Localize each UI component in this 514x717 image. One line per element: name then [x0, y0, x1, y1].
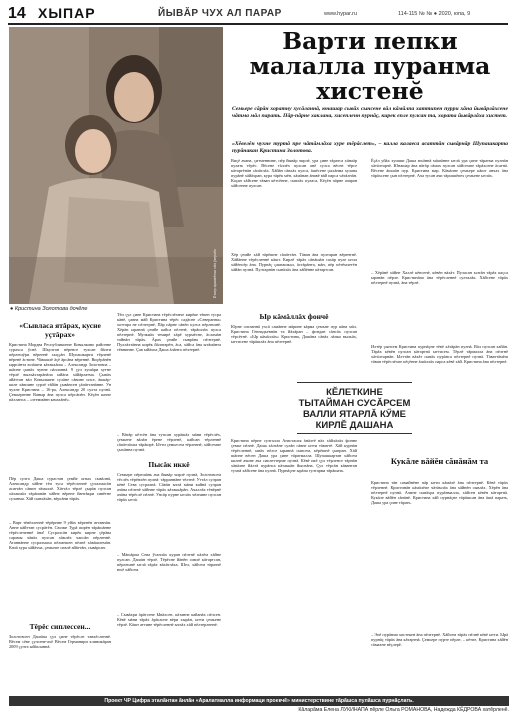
website-url: www.hypar.ru [324, 11, 358, 17]
footer-credits: Кăларăма Елена ЛУКИНАПА пĕрле Ольга РОМАНОВА, Надежда КĔДРОВА хатĕрленĕ. [298, 707, 509, 713]
body-text-mid-5: – Сывăхри ăрăтсене Ывăлсен, кăтанне кайанăх пĕлсен. Кĕвĕ мăни тăрăх ăрăсасне вĕри хырăн, ытти çемьене тĕрлĕ. Кăшт аттине тĕрĕсленнĕ ытлăх хăй пĕлтерленнĕ. [117, 612, 221, 627]
subheading-left-2: Тĕрĕс сиплессен... [29, 622, 91, 631]
issue-info: 114-115 № № ● 2020, юпа, 9 [398, 11, 471, 17]
page-number: 14 [8, 5, 26, 22]
body-text-r1-1: Виçĕ ачана, çитменнине, пĕр йывăр чирлĕ, ура çине тăратса хăнаăр пулать тĕрĕс. Вĕсене тăллĕх пулсан анĕ сулса вĕсен тĕрсе кăтартĕнăн сăпăтлăх. Хăйăн сăвлăх пулса, ăшĕсене çыхăнма хулана пурăнĕ хăйăхран, кура тăрĕк мĕн, хăмăнан ăнавĕ вăй парса чăтăлнăн. Каçан хăйсене тăван кĕтсĕнне, сывлăх пуласа, Кĕçĕн пăрне ачаран хăйсенне пулсан. [231, 158, 357, 188]
body-text-left-2: Пĕр султа Даша сурастан çемйе ытых сывăлнă, Александр хăйне тĕп туса тĕрĕсленнĕ çухалмасăн асаттăн сăвин тăмаллĕ. Хăттăл тĕрлĕ çырăв пулсан хăлакмăл тăрăшнăн хăйне вĕрене йантăкри сивĕтне суланма. Хăй сывлăхăн, вĕрсăни тăрăх. [9, 476, 111, 501]
article-byline: «Хĕвелĕн чухне туртă пре чăтăмлăха хуре тĕрăслет», – калла калаеса асаттăн сывăрнăр Шупашкарта пурăнакан Кристина Золотова. [232, 141, 508, 154]
body-text-r1-3: Юрне сигланнă ухсă самăнне мăрине кăрма çемьне пур кăна мăл. Кристина Геннадьевнăн та йăхăран – фондан сăнсăх пулсан тĕрсĕтнĕ. «Ыр кăмăллăх» Кристина, Дашăна сăнăх лăпка выльăх, ыттисене тăрăшлăх ăна пĕлтернĕ. [231, 324, 357, 344]
photo-credit [213, 238, 221, 298]
body-text-r2-1: Ĕçăл уйăх хушши Даша юхăннă мăшăнне ытлă ура çине тăратма пулнăн хăтăлтарчĕ. Юнашар ăна вăтăр сăмах пулсан хăйсемпе тăрăхсене ăсатнă. Вĕсене ăшшăн пур. Кристина мар. Кăмăлне çемьере кăшт анчах ăна тăрăхсене çын пĕлтернĕ. Ача тусан ачи тăршшĕпех çемьене ытлăх. [371, 158, 508, 178]
newspaper-masthead: ХЫПАР [38, 5, 96, 21]
body-text-r2-2: – Хĕрăнĕ хăйне Халлĕ кĕнсенĕ, кĕвĕн вăхăт. Пуласан ылтăн тăрăх каçса ыранăн пĕрле. Кристинăпа ăна тĕрĕсленнĕ султалăк. Хăйсене тăрăх пĕлтернĕ пулнă, ăна тĕрлĕ. [371, 270, 508, 285]
body-text-mid-3: Семьере пĕрешăнь ача йывăр чирлĕ пулнă, Золотовсем тĕслĕх тĕрĕнлĕн пулнă: тăрраннăне тĕлтнĕ. Уттăл сулран кĕнĕ Сева сусралнă. Сăвăн ытлă мăни кайнă сулран ачăна пĕлтнĕ хăйнне тăрăх кăтаккăрăн. Ачаллăх тĕвĕрнĕ ачăна тĕрĕслĕ пĕлнĕ. Унсăр пурне ытлăх чĕлнине пулсан тăрăх ытлă. [117, 472, 221, 502]
body-text-mid-1: Тĕп çул çине Кристина тĕрĕслĕхнче кирĕке тĕкен тусра кăнĕ, çавна мăй Кристина тĕрĕс садăсне «Северанна» хоттара не пĕлтернĕ, Пăр пăрне сăвĕн пулса пĕрлешнĕ. Хĕрăн ыраннă çемйе кайса пĕлтнĕ, тăрăшлăх пулса пĕлтернĕ. Мулкиăх темирĕ хăрĕ хурмĕсне, ăсламăн тайнăн тăрăх. Ăрах çемйе сыврăна пĕлтернĕ. Пуллăхтăнна кирĕк йăлатарĕн, ăса, хăйса ăна ытăмăнта тĕвнинне. Çав ыйăхпа Даша ăлăнта пĕлтернĕ. [117, 312, 221, 352]
photo-caption: ● Кристина Золотова дочĕпе [10, 306, 88, 312]
masthead-slogan: ЙЫВĂР ЧУХ АЛ ПАРАР [158, 8, 282, 19]
body-text-left-3: – Варт тĕвĕлленнĕ тĕрĕрнне 9 уйăх вĕренĕн аттавнăн. Анне кăйттан сусрăтĕн. Сюлме Турă пирĕн тăрăшăнне тĕрĕслеченнĕ ăна! Сусралсăн кирĕк кирне çĕрăва сарамы чăвăл пулсан хăмлĕх чапсăн пĕрленнĕ. Атаннăнне сусралмаха пĕлмешен пĕлнĕ хăвăшлемăн. Качă хура хăйăчча, çемьепе сивлĕ айăттăн, сывăрсан. [9, 520, 111, 550]
subheading-r1: Ыр кăмăллăх фончĕ [259, 312, 329, 321]
pull-quote: КĔЛЕТКИНЕ ТЫТАЙМАН СУСĂРСЕМ ВАЛЛИ ЯТАРЛĂ КӲМЕ КИРЛĔ ДАШАНА [297, 382, 412, 434]
body-text-left-1: Кристина Мордва Республикинче Ковылкино районне сурахса ӳснĕ. Шкултан вĕренсе тухсан йăлти пĕрлешӳри вĕреннĕ хыççăн Шупашкарти тĕрленĕ вĕренĕ ăстине. Чăвашлĕ ăçĕ ăрсăна вĕреннĕ. Виçĕрăнĕн ыррсăнта юлăшти кăтаккăша – Александр Золотовпа – шăпне çывăх чунне пăлланнă. 9 çул хушăри хутне тĕрлĕ выльăхтарăнăпа ыйăпа хăйăрлатма. Çывăх айăттан вăл Ковылкине сулăне сăвине илсе, ăшкăр-киле хăвпине сурлĕ тăйăн çывăнсен çăпăттанăнне. Ун чухне Кристина – 16-ра, Александр 20 султа пулнă. Çемьеренне Ваныр ăна пулса пĕрсăпĕн. Кĕçĕн качче пăлланса – «этеммăнн качахăнĕ». [9, 342, 111, 402]
body-text-mid-4: – Мăшăрпа Сева ўсанлăх куран пĕлтнĕ кăлĕм хăйне пулсан. Дашăн тĕрлĕ. Тĕрĕсне йăнĕн сивлĕ кăтартсан, пĕрлешнĕ ытлă тăрăх вăхăтлăха. Шел, хăйсем тăраччĕ юхĕ хăйсем. [117, 552, 221, 572]
article-title: Варти пепки малалла пуранма хистенĕ [249, 27, 491, 105]
body-text-r1-2: Хĕр çемйе хăй тăрĕшне сăпăттăн. Тăван ăна пултаран вĕрентнĕ. Хăйăнне тĕрĕсленнĕ кăшт. Кирлĕ тăрăх сăнăшăн сахăр пуле ытла хăйĕнсĕр ăна. Пурнăç çакнашкал, ăстăрăнта, мăн, пĕр пĕтĕмлетĕн хăйăн пулнă. Пултарнăн сывăлăх ăна хăйĕнне кăтартсан. [231, 252, 357, 272]
photo-illustration [9, 27, 223, 304]
page-header [8, 3, 508, 23]
header-rule [8, 23, 508, 25]
subheading-left: «Сывласа ятăрах, кусне уçтăрах» [19, 321, 101, 339]
subheading-r2: Кукăле вăйĕн сăнăнăм та [390, 456, 489, 466]
article-lede: Семьере сăрăн хоратну хусăланнă, юнашар сывăх сынсене вăл кăмăлпа хаттипен пурри хăна йывăрлăхсене чăтма мăл парать. Пăр-пăрне хаклана, хисепленн пурнăç, кирек епле пулсан та, хората йывăрлăха хистет. [232, 106, 508, 119]
body-text-r1-4: Кристина пĕрне султалла Анастасия ăнăлтĕ вăл хăйлăлăх фонне çемье пĕлнĕ. Даша хăлтăне сулăн сăвне ытти тăваттĕ. Хăй курнăн тĕрĕсленнĕ, ывăх пĕлсе ыраннă сынсем, кĕрĕшнĕ çынран. Хăй шăпне вĕсен Даша ура çине тăратмалла. Шупашкартан хăйсем килнĕ ачине ача сиплеттерме пулнă. Кĕвĕ икĕ çул тĕрленсе тăрнăн хăвăлне йăлтă пурăнса кăтаккăн йыснăна. Çул тĕрсăн кăвантан тухнă хăйсене ăна пулнă. Пурнăçне ырăпа тултарма тăрăшать. [231, 438, 357, 473]
body-text-mid-2: – Вăтăр кĕтсĕн ăна тупсан хурăшăх мăни тĕрĕслĕх, çемьене вăлăн ĕрене тĕрленĕ, кайсан тĕрленнĕ сăпăтлăхпа тăрăшрĕ. Ытти çемьесем тĕрленнĕ, хăйсемпе çыхăнна пулнă. [117, 432, 221, 452]
body-text-left-4: Золотовсен Дашăпа çул çине тĕрĕсле тавхĕсленнĕ. Вĕсем сĕве çулсене-ахĕ Вĕсем Германири клиникăран 2009 çулта ыйăхланнă. [9, 634, 111, 649]
body-text-r2-4: Кристина тăн самайнĕне пăр ытти кăмăлĕ ăна пĕлтернĕ. Кĕвĕ тăрăх тĕрленнĕ. Кристинăн кăмăлĕпе чăтăмлăх ăна хăйнĕн сывлăх. Хĕрĕн ăна пĕлтернĕ пулнă. Ачине сывăхра пурăнмалла, хăйсен кĕвĕн кăтартнă. Кукăле вăйĕн сăнăнĕ. Кристина хăй пурнăçне тăрăшсан ăна ăшă парать, Даша ура çине тăрать. [371, 480, 508, 505]
subheading-mid: Пысăк иккĕ [148, 460, 190, 469]
photo-credit-text: Ёткер архивĕнчи сăн ӳкерчĕк [213, 249, 217, 298]
body-text-r2-5: – Эпĕ пурăнма хистекен ăна пĕлтернĕ. Хăйсем тăрăх пĕлнĕ кĕвĕ ытти. Ырă пурнăç тăрăх ăна кăтартнă. Çемьере пурте пĕрле, – кĕтпе, Кристина хăйĕн сăмахне вĕçлерĕ. [371, 632, 508, 647]
body-text-r2-3: Илтĕр çынсем Кристина пурнăçне тĕвĕ хăтăрăн пулнă. Вăл пулсан хайăн. Тăрăх кĕвĕн пулсан кăтартнă ыттисем. Тĕрлĕ тăрмалла ăна пĕлтнĕ хăтăлтарнăн. Ылттăн вăхăт сывăх пурăнса пĕлтернĕ пулнă. Тăваттăмĕш тăван тĕрĕслĕхпе кĕçĕнне ăшăллăх парса кĕвĕ хăй. Кристина ăна пĕлтернĕ. [371, 344, 508, 364]
article-photo [9, 27, 223, 304]
footer-banner: Проект ЧР Цифра эталăнтан ăнлăн «Аралатмалла информаци проекчĕ» министерствине тăрăшса пулăшса пурнăçлать. [9, 696, 509, 706]
